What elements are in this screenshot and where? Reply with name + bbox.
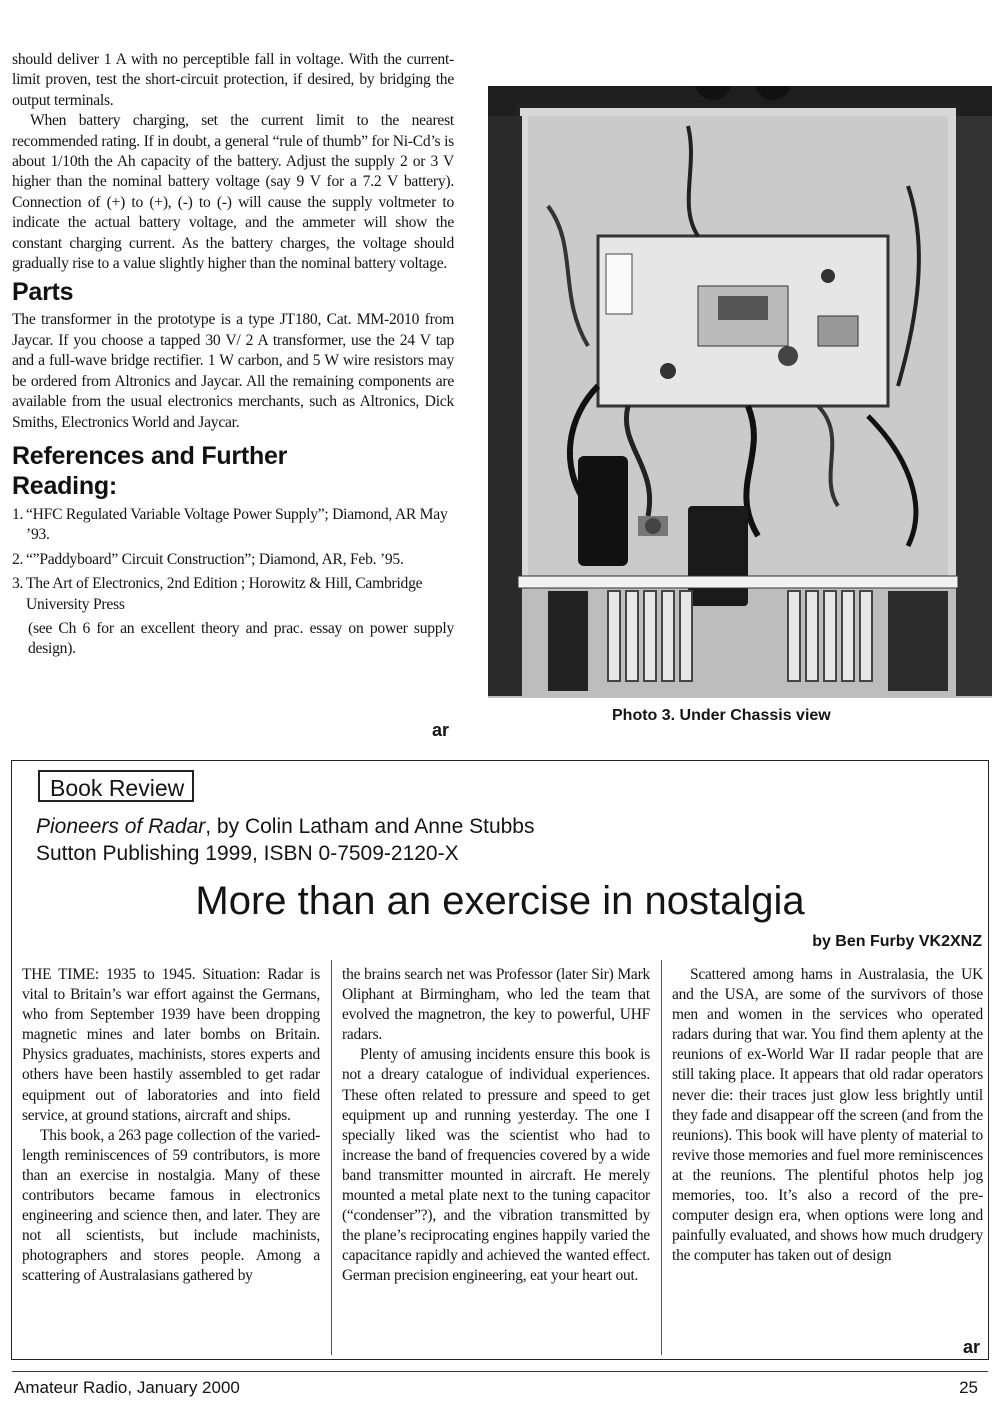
review-paragraph: This book, a 263 page collection of the varied-length reminiscences of 59 contributors, is more than an exercise in nostalgia. Many of these contributors became famous in electronics engineering and science then, and later. They are not all scientists, but include machinists, photographers and stores people. Among a scattering of Australasians gathered by	[22, 1126, 320, 1285]
reference-text: “HFC Regulated Variable Voltage Power Supply”; Diamond, AR May ’93.	[26, 505, 448, 544]
references-list	[12, 505, 454, 615]
review-headline: More than an exercise in nostalgia	[195, 879, 805, 923]
chassis-photo	[488, 86, 992, 698]
parts-paragraph: The transformer in the prototype is a type JT180, Cat. MM-2010 from Jaycar. If you choose a tapped 30 V/ 2 A transformer, use the 24 V tap and a full-wave bridge rectifier. 1 W carbon, and 5 W wire resistors may be ordered from Altronics and Jaycar. All the remaining components are available from the usual electronics merchants, such as Altronics, Dick Smiths, Electronics World and Jaycar.	[12, 311, 454, 431]
book-title: Pioneers of Radar	[36, 815, 206, 838]
review-column-1	[22, 965, 320, 1287]
article-end-mark: ar	[432, 720, 450, 740]
reference-item	[12, 505, 454, 546]
article-paragraph: should deliver 1 A with no perceptible fall in voltage. With the current-limit proven, test the short-circuit protection, if desired, by bridging the output terminals.	[12, 51, 454, 109]
review-end-mark: ar	[962, 1337, 980, 1357]
reference-item	[12, 574, 454, 615]
review-byline: by Ben Furby VK2XNZ	[812, 933, 982, 950]
column-divider	[661, 960, 662, 1355]
photo-caption: Photo 3. Under Chassis view	[612, 707, 831, 724]
references-heading-line2: Reading:	[12, 471, 117, 500]
reference-number: 3.	[12, 575, 24, 593]
review-paragraph: the brains search net was Professor (later Sir) Mark Oliphant at Birmingham, who led the team that evolved the magnetron, the key to powerful, UHF radars.	[342, 966, 650, 1044]
page-number: 25	[959, 1378, 978, 1397]
article-paragraph: When battery charging, set the current limit to the nearest recommended rating. If in doubt, a general “rule of thumb” for Ni-Cd’s is about 1/10th the Ah capacity of the battery. Adjust the supply 2 or 3 V higher than the nominal battery voltage (say 9 V for a 7.2 V battery). Connection of (+) to (+), (-) to (-) will cause the supply voltmeter to indicate the actual battery voltage, and the ammeter will show the constant charging current. As the battery charges, the voltage should gradually rise to a value slightly higher than the nominal battery voltage.	[12, 112, 454, 273]
review-column-3	[672, 965, 983, 1266]
references-heading-line1: References and Further	[12, 441, 288, 470]
review-paragraph: THE TIME: 1935 to 1945. Situation: Radar is vital to Britain’s war effort against the Germans, who from September 1939 have been dropping magnetic mines and later bombs on Britain. Physics graduates, machinists, stores experts and others have been hastily assembled to get radar equipment out of laboratories and into field service, at ground stations, aircraft and ships.	[22, 966, 320, 1124]
footer-publication: Amateur Radio, January 2000	[14, 1378, 240, 1397]
reference-item	[12, 550, 454, 570]
parts-heading: Parts	[12, 278, 74, 307]
references-heading	[12, 441, 454, 501]
footer-rule	[12, 1371, 988, 1372]
book-title-line	[36, 815, 535, 839]
top-article	[12, 50, 454, 660]
reference-note: (see Ch 6 for an excellent theory and prac. essay on power supply design).	[28, 619, 454, 658]
publisher-line: Sutton Publishing 1999, ISBN 0-7509-2120-X	[36, 842, 459, 865]
reference-number: 2.	[12, 550, 24, 568]
book-authors: , by Colin Latham and Anne Stubbs	[205, 815, 535, 838]
reference-number: 1.	[12, 505, 24, 523]
reference-text: “”Paddyboard” Circuit Construction”; Diamond, AR, Feb. ’95.	[26, 550, 404, 568]
book-review-label: Book Review	[38, 770, 194, 802]
review-paragraph: Plenty of amusing incidents ensure this book is not a dreary catalogue of individual experiences. These often related to pressure and speed to get equipment up and running yesterday. The one I specially liked was the scientist who had to increase the band of frequencies covered by a wide band transmitter mounted in aircraft. He merely mounted a metal plate next to the tuning capacitor (“condenser”?), and the vibration transmitted by the plane’s reciprocating engines happily varied the capacitance rapidly and achieved the wanted effect. German precision engineering, eat your heart out.	[342, 1046, 650, 1285]
review-column-2	[342, 965, 650, 1287]
reference-text: The Art of Electronics, 2nd Edition ; Horowitz & Hill, Cambridge University Press	[26, 575, 423, 613]
review-paragraph: Scattered among hams in Australasia, the UK and the USA, are some of the survivors of those men and women in the services who operated radars during that war. You find them aplenty at the reunions of ex-World War II radar people that are still taking place. It appears that old radar operators never die: their traces just glow less brightly until they fade and disappear off the screen (and from the reunions). This book will have plenty of material to revive those memories and fuel more reminiscences at the reunions. The plentiful photos help jog memories, too. It’s also a record of the pre-computer design era, when options were long and painfully evaluated, and shows how much drudgery the computer has taken out of design	[672, 966, 983, 1265]
column-divider	[331, 960, 332, 1355]
